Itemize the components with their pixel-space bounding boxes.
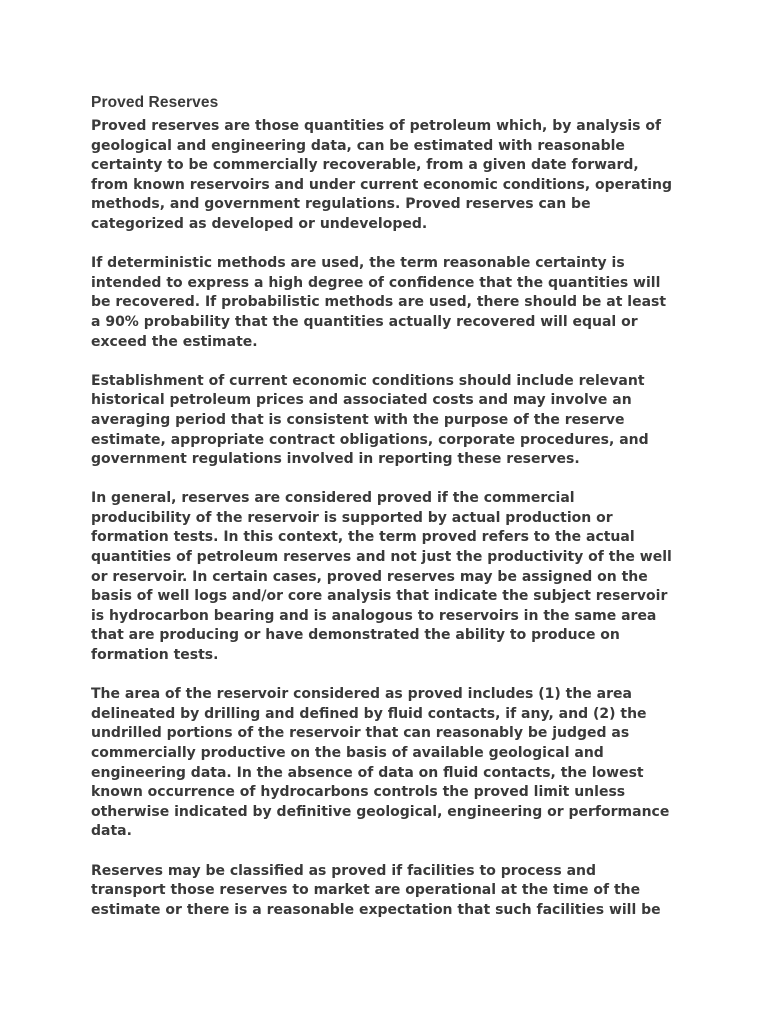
- text-line: a 90% probability that the quantities actually recovered will equal or: [91, 313, 638, 330]
- text-line: data.: [91, 823, 132, 840]
- paragraph-general-proved: [91, 489, 691, 665]
- text-line: The area of the reservoir considered as proved includes (1) the area: [91, 686, 632, 703]
- text-line: be recovered. If probabilistic methods are used, there should be at least: [91, 294, 667, 311]
- text-line: from known reservoirs and under current economic conditions, operating: [91, 176, 672, 193]
- paragraph-facilities: [91, 862, 691, 921]
- text-line: undrilled portions of the reservoir that can reasonably be judged as: [91, 725, 630, 742]
- text-line: formation tests. In this context, the term proved refers to the actual: [91, 529, 635, 546]
- text-line: certainty to be commercially recoverable, from a given date forward,: [91, 157, 639, 174]
- text-line: In general, reserves are considered proved if the commercial: [91, 490, 575, 507]
- text-line: methods, and government regulations. Proved reserves can be: [91, 196, 591, 213]
- text-line: categorized as developed or undeveloped.: [91, 215, 428, 232]
- paragraph-reservoir-area: [91, 685, 691, 842]
- text-line: basis of well logs and/or core analysis that indicate the subject reservoir: [91, 588, 668, 605]
- text-line: Establishment of current economic conditions should include relevant: [91, 372, 645, 389]
- text-line: that are producing or have demonstrated the ability to produce on: [91, 627, 620, 644]
- document-page: [91, 93, 691, 940]
- text-line: averaging period that is consistent with the purpose of the reserve: [91, 411, 625, 428]
- paragraph-proved-definition: [91, 117, 691, 235]
- text-line: Proved reserves are those quantities of petroleum which, by analysis of: [91, 118, 662, 134]
- text-line: geological and engineering data, can be estimated with reasonable: [91, 137, 625, 154]
- text-line: commercially productive on the basis of available geological and: [91, 745, 604, 761]
- text-line: exceed the estimate.: [91, 333, 258, 350]
- text-line: If deterministic methods are used, the term reasonable certainty is: [91, 255, 625, 272]
- text-line: quantities of petroleum reserves and not just the productivity of the well: [91, 549, 672, 566]
- text-line: is hydrocarbon bearing and is analogous to reservoirs in the same area: [91, 607, 657, 624]
- text-line: formation tests.: [91, 647, 219, 664]
- text-line: known occurrence of hydrocarbons controls the proved limit unless: [91, 784, 626, 801]
- text-line: estimate, appropriate contract obligations, corporate procedures, and: [91, 431, 649, 448]
- text-line: Reserves may be classified as proved if facilities to process and: [91, 862, 597, 879]
- paragraph-economic-conditions: [91, 372, 691, 470]
- text-line: producibility of the reservoir is supported by actual production or: [91, 509, 613, 526]
- paragraph-deterministic-methods: [91, 254, 691, 352]
- text-line: delineated by drilling and defined by fluid contacts, if any, and (2) the: [91, 705, 647, 722]
- text-line: transport those reserves to market are operational at the time of the: [91, 882, 641, 899]
- text-line: estimate or there is a reasonable expectation that such facilities will be: [91, 901, 661, 918]
- text-line: government regulations involved in reporting these reserves.: [91, 451, 580, 468]
- text-line: historical petroleum prices and associated costs and may involve an: [91, 392, 632, 409]
- text-line: engineering data. In the absence of data on fluid contacts, the lowest: [91, 764, 644, 781]
- document-title: Proved Reserves: [91, 94, 219, 111]
- text-line: or reservoir. In certain cases, proved reserves may be assigned on the: [91, 568, 648, 585]
- text-line: otherwise indicated by definitive geological, engineering or performance: [91, 803, 670, 820]
- text-line: intended to express a high degree of confidence that the quantities will: [91, 274, 661, 291]
